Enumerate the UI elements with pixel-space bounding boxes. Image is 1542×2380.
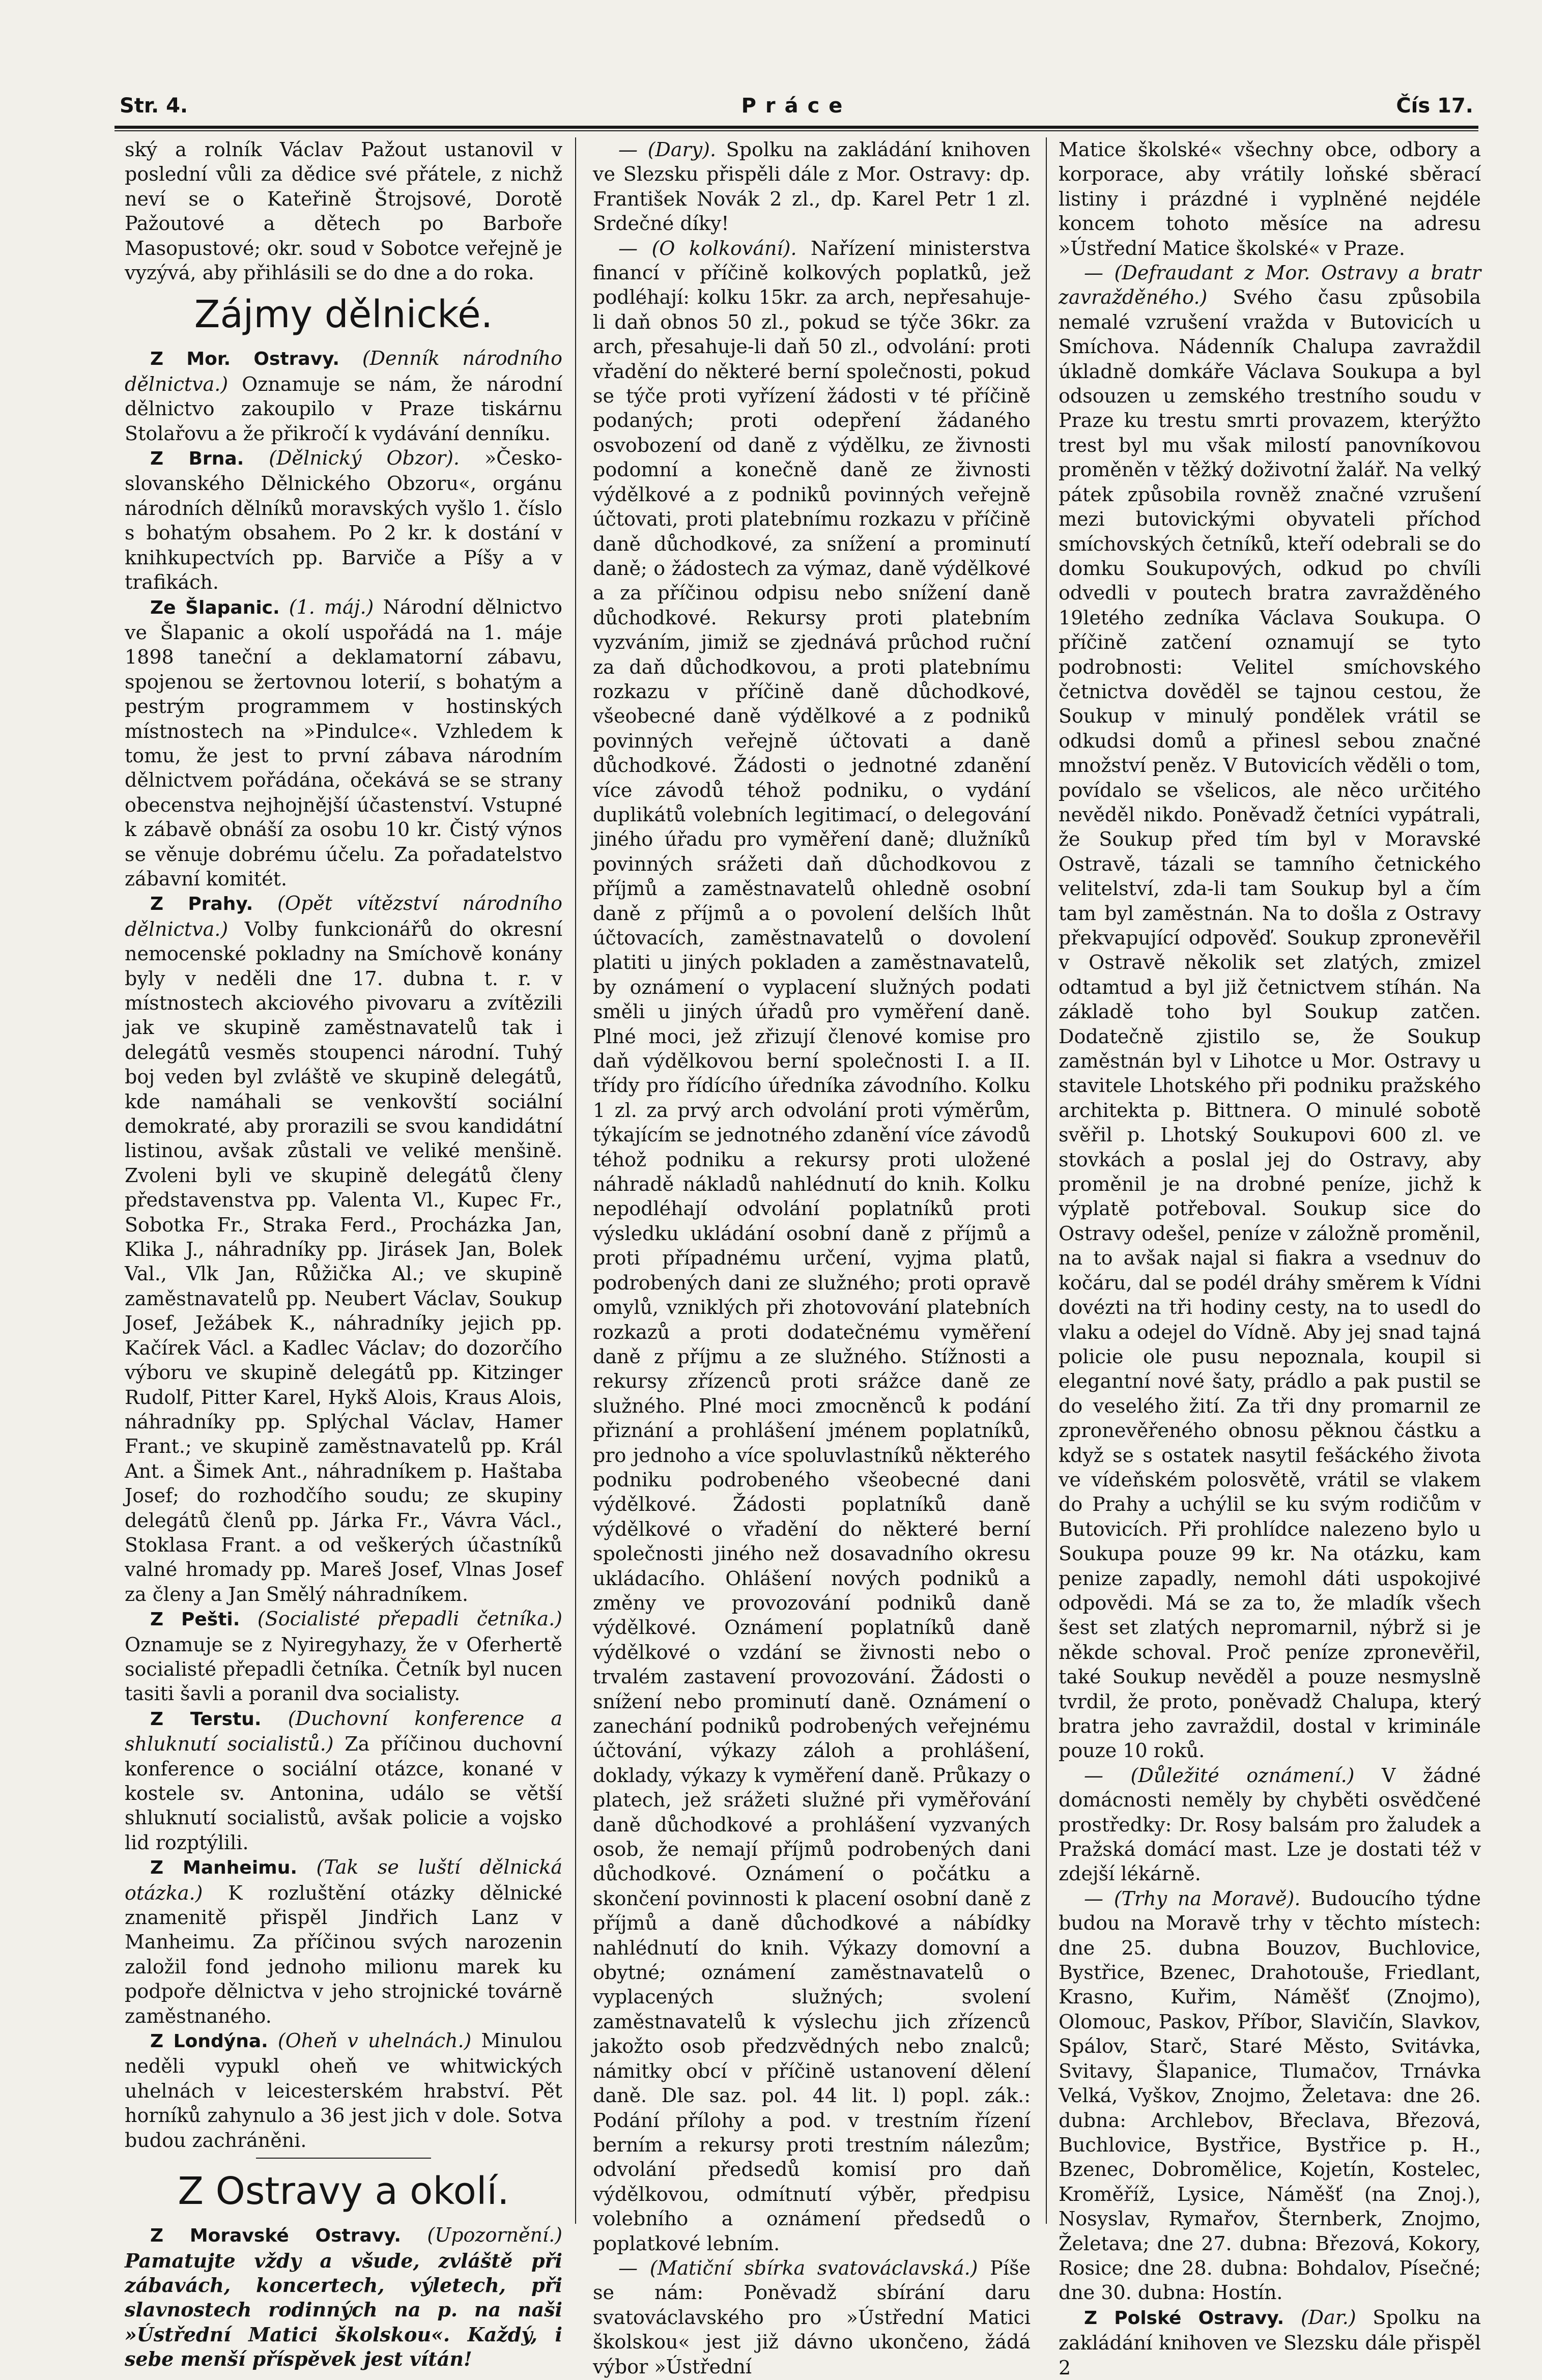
section-title-workers: Zájmy dělnické. — [194, 293, 493, 337]
issue-number: Čís 17. — [1396, 94, 1473, 118]
article-lead: Z Polské Ostravy. — [1084, 2307, 1284, 2329]
article — [125, 1706, 562, 1855]
article-lead: Ze Šlapanic. — [150, 597, 280, 618]
article-subtitle: (Socialisté přepadli četníka.) — [257, 1608, 562, 1630]
article-lead: Z Brna. — [150, 448, 244, 470]
article-subtitle: — (Defraudant z Mor. Ostravy a bratr zavražděného.) — [1059, 262, 1481, 309]
page-number: Str. 4. — [120, 94, 188, 118]
article — [593, 2256, 1031, 2379]
continued-text: ský a rolník Václav Pažout ustanovil v poslední vůli za dědice své přátele, z nichž neví se o Kateřině Štrojsové, Dorotě Pažoutové a dětech po Barboře Masopustové; okr. soud v Sobotce veřejně je vyzývá, aby přihlásili se do dne a do roka. — [125, 138, 562, 284]
article-text: Pamatujte vždy a všude, zvláště při zábavách, koncertech, výletech, při slavnostech rodinných na p. na naši »Ústřední Matici školskou«. Každý, i sebe menší příspěvek jest vítán! — [125, 2249, 562, 2371]
article-lead: Z Pešti. — [150, 1609, 240, 1630]
column-1 — [125, 137, 562, 2371]
article — [1059, 1763, 1481, 1886]
article-text: V žádné domácnosti neměly by chyběti osvědčené prostředky: Dr. Rosy balsám pro žaludek a Pražská domácí mast. Lze je dostati též v zdejší lékárně. — [1059, 1764, 1481, 1885]
article — [125, 2028, 562, 2153]
article-subtitle: (Opět vítězství národního dělnictva.) — [125, 892, 562, 940]
article-text: Píše se nám: Poněvadž sbírání daru svatováclavského pro »Ústřední Matici školskou« jest již dávno ukončeno, žádá výbor »Ústřední — [593, 2256, 1031, 2378]
column-3 — [1059, 137, 1481, 2379]
article-subtitle: (Dar.) — [1300, 2306, 1356, 2329]
article — [125, 1855, 562, 2028]
masthead-title: Práce — [741, 94, 852, 118]
article — [593, 236, 1031, 2256]
article — [1059, 2305, 1481, 2380]
article-subtitle: (Oheň v uhelnách.) — [277, 2029, 472, 2052]
article-lead: Z Terstu. — [150, 1708, 262, 1730]
article-lead: Z Manheimu. — [150, 1857, 297, 1879]
column-divider-2 — [1046, 137, 1047, 2224]
article-text: Budoucího týdne budou na Moravě trhy v těchto místech: dne 25. dubna Bouzov, Buchlovice, Bystřice, Bzenec, Drahotouše, Friedlant, Krasno, Kuřim, Náměšť (Znojmo), Olomouc, Paskov, Příbor, Slavičín, Slavkov, Spálov, Starč, Staré Město, Svitávka, Svitavy, Šlapanice, Tlumačov, Trnávka Velká, Vyškov, Znojmo, Želetava: dne 26. dubna: Archlebov, Břeclava, Březová, Buchlovice, Bystřice, Bystřice p. H., Bzenec, Dobromělice, Kojetín, Kostelec, Kroměříž, Lysice, Náměšť (na Znoj.), Nosyslav, Rymařov, Šternberk, Znojmo, Želetava; dne 27. dubna: Březová, Kokory, Rosice; dne 28. dubna: Bohdalov, Písečné; dne 30. dubna: Hostín. — [1059, 1887, 1481, 2304]
article-lead: Z Mor. Ostravy. — [150, 349, 340, 370]
article-text: Nařízení ministerstva financí v příčině kolkových poplatků, jež podléhají: kolku 15kr. za arch, nepřesahuje-li daň obnos 50 zl., pokud se týče 36kr. za arch, přesahuje-li daň 50 zl., odvolání: proti vřadění do některé berní společnosti, pokud se týče proti vyřízení žádosti v té příčině podaných; proti odepření žádaného osvobození od daně z výdělku, ze živnosti podomní a konečně daně ze živnosti výdělkové a z podniků povinných veřejně účtovati, proti platebnímu rozkazu v příčině daně důchodkové, za snížení a prominutí daně; o žádostech za výmaz, daně výdělkové a za příčinou odpisu nebo snížení daně důchodkové. Rekursy proti platebním vyzváním, jimiž se zjednává průchod ruční za daň důchodkovou, a proti platebnímu rozkazu v příčině daně důchodkové, všeobecné daně výdělkové a z podniků povinných veřejně účtovati a daně důchodkové. Žádosti o jednotné zdanění více závodů téhož podniku, o vydání duplikátů volebních legitimací, o delegování jiného úřadu pro vyměření daně; dlužníků povinných srážeti daň důchodkovou z příjmů a zaměstnavatelů ohledně osobní daně z příjmů a o povolení delších lhůt účtovacích, zaměstnavatelů o dovolení platiti u jiných pokladen a zaměstnavatelů, by oznámení o vyplacení služných podati směli u jiných úřadů pro vyměření daně. Plné moci, jež zřizují členové komise pro daň výdělkovou berní společnosti I. a II. třídy pro řídícího úředníka závodního. Kolku 1 zl. za prvý arch odvolání proti výměrům, týkajícím se jednotného zdanění více závodů téhož podniku a rekursy proti uložené náhradě nákladů nahlédnutí do knih. Kolku nepodléhají odvolání poplatníků proti výsledku ukládání osobní daně z příjmů a proti případnému určení, vyjma platů, podrobených dani ze služného; proti opravě omylů, vzniklých při zhotovování platebních rozkazů a proti dodatečnému vyměření daně z příjmu a ze služného. Stížnosti a rekursy zřízenců proti srážce daně ze služného. Plné moci zmocněnců k podání přiznání a prohlášení jménem poplatníků, pro jednoho a více spoluvlastníků některého podniku podrobeného všeobecné dani výdělkové. Žádosti poplatníků daně výdělkové o vřadění do některé berní společnosti jiného než dosavadního okresu ukládacího. Ohlášení nových podniků a změny ve provozování podniků daně výdělkové. Oznámení poplatníků daně výdělkové o vzdání se živnosti nebo o trvalém zastavení provozování. Žádosti o snížení nebo prominutí daně. Oznámení o zanechání podniků podrobených veřejnému účtování, výkazy záloh a prohlášení, doklady, výkazy k vyměření daně. Průkazy o platech, jež srážeti služné při vyměřování daně důchodkové a prohlášení vyzvaných osob, že nemají příjmů podrobených dani důchodkové. Oznámení o počátku a skončení povinnosti k placení osobní daně z příjmů a daně důchodkové a nábídky nahlédnutí do knih. Výkazy domovní a obytné; oznámení zaměstnavatelů o vyplacených služných; svolení zaměstnavatelů k výslechu jich zřízenců jakožto osob předzvědných nebo znalců; námitky obcí v příčině ustanovení dělení daně. Dle saz. pol. 44 lit. l) popl. zák.: Podání přílohy a pod. v trestním řízení berním a rekursy proti trestním nálezům; odvolání předsedů komisí pro daň výdělkovou, odmítnutí výběr, předpisu volebního a oznámení předsedů o poplatkové lebním. — [593, 237, 1031, 2255]
article-text: Oznamuje se nám, že národní dělnictvo zakoupilo v Praze tiskárnu Stolařovu a že přikročí k vydávání denníku. — [125, 372, 562, 445]
header-rule-thin — [115, 130, 1478, 131]
article — [125, 891, 562, 1607]
column-2 — [593, 137, 1031, 2378]
article — [125, 2223, 562, 2371]
article-subtitle: — (Dary). — [618, 138, 717, 161]
article-subtitle: (Denník národního dělnictva.) — [125, 347, 562, 395]
article-lead: Z Moravské Ostravy. — [150, 2225, 402, 2247]
article-text: Národní dělnictvo ve Šlapanic a okolí uspořádá na 1. máje 1898 taneční a deklamatorní zábavu, spojenou se žertovnou loterií, s bohatým a pestrým programmem v hostinských místnostech na »Pindulce«. Vzhledem k tomu, že jest to první zábava národním dělnictvem pořádána, očekává se se strany obecenstva nejhojnější účastenství. Vstupné k zábavě obnáší za osobu 10 kr. Čistý výnos se věnuje dobrému účelu. Za pořadatelstvo zábavní komitét. — [125, 595, 562, 890]
article-text: Spolku na zakládání knihoven ve Slezsku přispěli dále z Mor. Ostravy: dp. František Novák 2 zl., dp. Karel Petr 1 zl. Srdečné díky! — [593, 138, 1031, 235]
section-divider — [256, 2158, 431, 2159]
article-lead: Z Prahy. — [150, 894, 253, 915]
article-text: Svého času způsobila nemalé vzrušení vražda v Butovicích u Smíchova. Nádenník Chalupa zavraždil úkladně domkáře Václava Soukupa a byl odsouzen u zemského trestního soudu v Praze ku trestu smrti provazem, kterýžto trest byl mu však milostí panovníkovou proměněn v těžký doživotní žalář. Na velký pátek způsobila rovněž značné vzrušení mezi butovickými obyvateli příchod smíchovských četníků, kteří odebrali se do domku Soukupových, odkud po chvíli odvedli v poutech bratra zavražděného 19letého zedníka Václava Soukupa. O příčině zatčení oznamují se tyto podrobnosti: Velitel smíchovského četnictva dověděl se tajnou cestou, že Soukup v minulý pondělek vrátil se odkudsi domů a přinesl sebou značné množství peněz. V Butovicích věděli o tom, povídalo se všelicos, ale něco určitého nevěděl nikdo. Poněvadž četníci vypátrali, že Soukup před tím byl v Moravské Ostravě, tázali se tamního četnického velitelství, zda-li tam Soukup byl a čím tam byl zaměstnán. Na to došla z Ostravy překvapující odpověď. Soukup zpronevěřil v Ostravě několik set zlatých, zmizel odtamtud a byl již četnictvem stíhán. Na základě toho byl Soukup zatčen. Dodatečně zjistilo se, že Soukup zaměstnán byl v Lihotce u Mor. Ostravy u stavitele Lhotského při podniku pražského architekta p. Bittnera. O minulé sobotě svěřil p. Lhotský Soukupovi 600 zl. ve stovkách a poslal jej do Ostravy, aby proměnil je na drobné peníze, jichž k výplatě potřeboval. Soukup sice do Ostravy odešel, peníze v záložně proměnil, na to avšak najal si fiakra a vsednuv do kočáru, dal se podél dráhy směrem k Vídni dovézti na tři hodiny cesty, na to usedl do vlaku a odejel do Vídně. Aby jej snad tajná policie ole pusu nepoznala, koupil si elegantní nové šaty, prádlo a pak pustil se do veselého žití. Za tři dny promarnil ze zpronevěřeného obnosu pěknou částku a když se s ostatek nasytil fešáckého života ve vídeňském polosvětě, vrátil se vlakem do Prahy a uchýlil se ku svým rodičům v Butovicích. Při prohlídce nalezeno bylo u Soukupa pouze 99 kr. Na otázku, kam penize zapadly, nemohl dáti uspokojivé odpovědi. Má se za to, že mladík všech šest set zlatých nepromarnil, nýbrž si je někde schoval. Proč peníze zpronevěřil, také Soukup nevěděl a pouze nesmyslně tvrdil, že proto, poněvadž Chalupa, který bratra jeho zavraždil, dostal v kriminále pouze 10 roků. — [1059, 286, 1481, 1762]
article — [593, 137, 1031, 236]
article-subtitle: (Duchovní konference a shluknutí socialistů.) — [125, 1707, 562, 1756]
article-text: K rozluštění otázky dělnické znamenitě přispěl Jindřich Lanz v Manheimu. Za příčinou svých narozenin založil fond jednoho milionu marek ku podpoře dělnictva v jeho strojnické továrně zaměstnaného. — [125, 1881, 562, 2027]
article-subtitle: (Tak se luští dělnická otázka.) — [125, 1856, 562, 1904]
section-title-ostrava: Z Ostravy a okolí. — [178, 2169, 509, 2214]
article — [125, 446, 562, 594]
article-text: Volby funkcionářů do okresní nemocenské pokladny na Smíchově konány byly v neděli dne 17. dubna t. r. v místnostech akciového pivovaru a zvítězili jak ve skupině zaměstnavatelů tak i delegátů vesměs stoupenci národní. Tuhý boj veden byl zvláště ve skupině delegátů, kde namáhali se venkovští sociální demokraté, aby prorazili se svou kandidátní listinou, avšak zůstali ve veliké menšině. Zvoleni byli ve skupině delegátů členy představenstva pp. Valenta Vl., Kupec Fr., Sobotka Fr., Straka Ferd., Procházka Jan, Klika J., náhradníky pp. Jirásek Jan, Bolek Val., Vlk Jan, Růžička Al.; ve skupině zaměstnavatelů pp. Neubert Václav, Soukup Josef, Ježábek K., náhradníky jejich pp. Kačírek Václ. a Kadlec Václav; do dozorčího výboru ve skupině delegátů pp. Kitzinger Rudolf, Pitter Karel, Hykš Alois, Kraus Alois, náhradníky pp. Splýchal Václav, Hamer Frant.; ve skupině zaměstnavatelů pp. Král Ant. a Šimek Ant., náhradníkem p. Haštaba Josef; do rozhodčího soudu; ze skupiny delegátů členů pp. Járka Fr., Vávra Václ., Stoklasa Frant. a od veškerých účastníků valné hromady pp. Mareš Josef, Vlnas Josef za členy a Jan Smělý náhradníkem. — [125, 917, 562, 1605]
article-text: Za příčinou duchovní konference o sociální otázce, konané v kostele sv. Antonina, událo se větší shluknutí socialistů, avšak policie a vojsko lid rozptýlili. — [125, 1733, 562, 1854]
article — [1059, 1886, 1481, 2305]
article-subtitle: (Dělnický Obzor). — [269, 447, 460, 470]
article-text: Oznamuje se z Nyiregyhazy, že v Oferhertě socialisté přepadli četníka. Četník byl nucen tasiti šavli a poranil dva socialisty. — [125, 1633, 562, 1705]
article-text: Spolku na zakládání knihoven ve Slezsku dále přispěl 2 — [1059, 2306, 1481, 2379]
column-divider-1 — [575, 137, 576, 2224]
article-subtitle: — (Matiční sbírka svatováclavská.) — [618, 2256, 978, 2279]
article-subtitle: (1. máj.) — [289, 595, 374, 618]
page-header — [120, 94, 1473, 125]
article-lead: Z Londýna. — [150, 2031, 268, 2052]
article — [125, 1607, 562, 1706]
article — [125, 595, 562, 892]
article-subtitle: (Upozornění.) — [427, 2224, 562, 2247]
article-text: Minulou neděli vypukl oheň ve whitwických uhelnách v leicesterském hrabství. Pět horníků zahynulo a 36 jest jich v dole. Sotva budou zachráněni. — [125, 2029, 562, 2152]
article-subtitle: — (O kolkování). — [618, 237, 797, 260]
continued-text: Matice školské« všechny obce, odbory a korporace, aby vrátily loňské sběrací listiny i prázdné i vyplněné nejdéle koncem tohoto měsíce na adresu »Ústřední Matice školské« v Praze. — [1059, 138, 1481, 260]
article-subtitle: — (Trhy na Moravě). — [1084, 1887, 1301, 1910]
article-text: »Česko-slovanského Dělnického Obzoru«, orgánu národních dělníků moravských vyšlo 1. číslo s bohatým obsahem. Po 2 kr. k dostání v knihkupectvích pp. Barviče a Píšy a v trafikách. — [125, 447, 562, 594]
article-subtitle: — (Důležité oznámení.) — [1084, 1764, 1355, 1787]
header-rule-thick — [115, 126, 1478, 129]
article — [1059, 261, 1481, 1763]
article — [125, 346, 562, 446]
